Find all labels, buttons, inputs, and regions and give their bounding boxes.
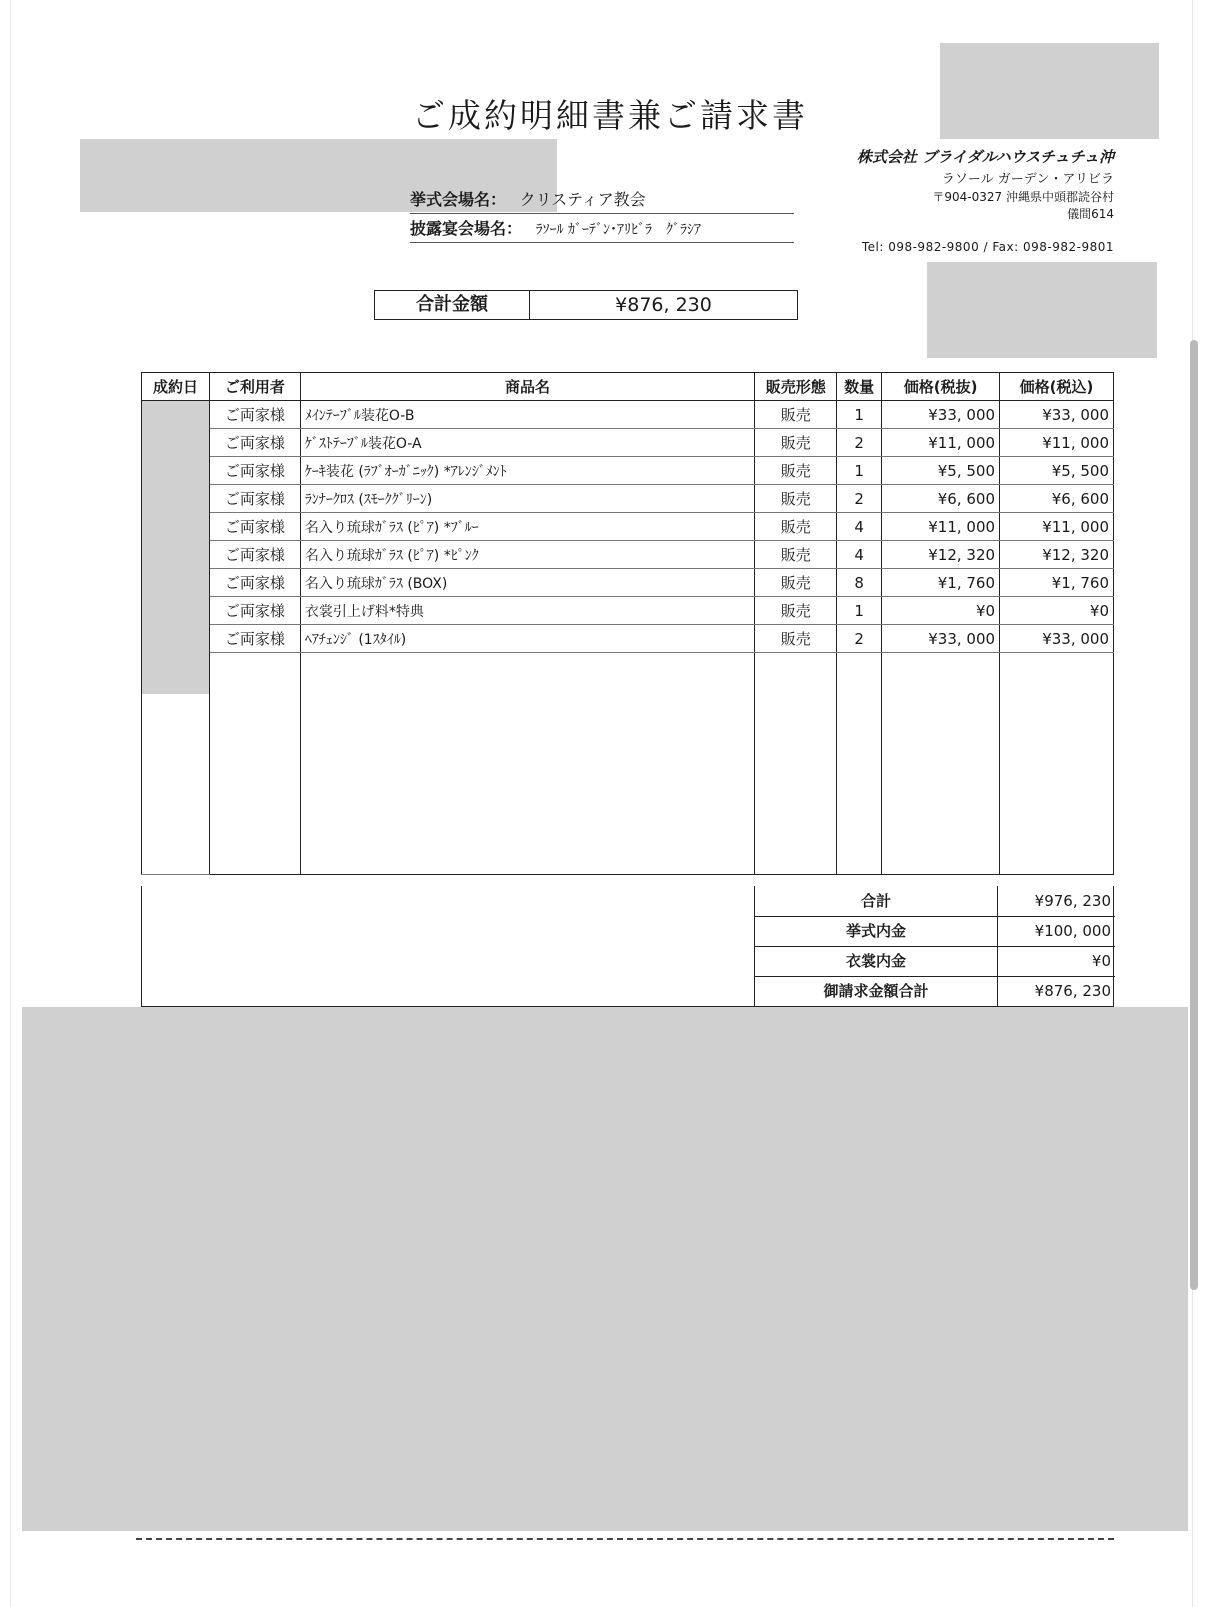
sale-type-cell: 販売 bbox=[755, 485, 837, 513]
price-in-tax-cell: ¥12, 320 bbox=[1000, 541, 1114, 569]
product-cell: ﾍｱﾁｪﾝｼﾞ (1ｽﾀｲﾙ) bbox=[300, 625, 754, 653]
table-row bbox=[142, 597, 1114, 625]
price-in-tax-cell: ¥0 bbox=[1000, 597, 1114, 625]
price-in-tax-cell: ¥6, 600 bbox=[1000, 485, 1114, 513]
user-cell: ご両家様 bbox=[209, 569, 300, 597]
column-header: 販売形態 bbox=[755, 373, 837, 401]
total-amount-label: 合計金額 bbox=[375, 291, 530, 319]
table-row bbox=[142, 625, 1114, 653]
cut-line bbox=[136, 1538, 1114, 1540]
column-header: 価格(税込) bbox=[1000, 373, 1114, 401]
summary-row-ceremony-deposit bbox=[754, 916, 1115, 947]
table-header-row bbox=[142, 373, 1114, 401]
column-header: 価格(税抜) bbox=[882, 373, 1000, 401]
summary-label: 挙式内金 bbox=[754, 916, 998, 946]
table-row bbox=[142, 401, 1114, 429]
quantity-cell: 2 bbox=[837, 625, 882, 653]
table-row bbox=[142, 569, 1114, 597]
column-header: 成約日 bbox=[142, 373, 210, 401]
user-cell: ご両家様 bbox=[209, 401, 300, 429]
product-cell: 名入り琉球ｶﾞﾗｽ (ﾋﾟｱ) *ﾋﾟﾝｸ bbox=[300, 541, 754, 569]
summary-section bbox=[141, 886, 1114, 1007]
summary-value: ¥100, 000 bbox=[1034, 922, 1111, 940]
total-amount-box bbox=[374, 290, 798, 320]
reception-venue-value: ﾗｿｰﾙ ｶﾞｰﾃﾞﾝ･ｱﾘﾋﾞﾗ ｸﾞﾗｼｱ bbox=[535, 222, 702, 238]
column-header: ご利用者 bbox=[209, 373, 300, 401]
product-cell: ｹｰｷ装花 (ﾗﾌﾞｵｰｶﾞﾆｯｸ) *ｱﾚﾝｼﾞﾒﾝﾄ bbox=[300, 457, 754, 485]
column-header: 数量 bbox=[837, 373, 882, 401]
company-contact: Tel: 098-982-9800 / Fax: 098-982-9801 bbox=[861, 240, 1114, 254]
redaction-block bbox=[22, 1007, 1188, 1531]
reception-venue-label: 披露宴会場名： bbox=[410, 219, 523, 238]
price-ex-tax-cell: ¥0 bbox=[882, 597, 1000, 625]
table-row bbox=[142, 513, 1114, 541]
summary-value: ¥876, 230 bbox=[1034, 982, 1111, 1000]
sale-type-cell: 販売 bbox=[755, 569, 837, 597]
summary-row-invoice-total bbox=[754, 976, 1115, 1006]
ceremony-venue bbox=[410, 187, 794, 214]
price-in-tax-cell: ¥5, 500 bbox=[1000, 457, 1114, 485]
price-ex-tax-cell: ¥11, 000 bbox=[882, 429, 1000, 457]
user-cell: ご両家様 bbox=[209, 541, 300, 569]
price-in-tax-cell: ¥1, 760 bbox=[1000, 569, 1114, 597]
product-cell: ﾒｲﾝﾃｰﾌﾞﾙ装花O-B bbox=[300, 401, 754, 429]
sale-type-cell: 販売 bbox=[755, 401, 837, 429]
items-table bbox=[141, 372, 1114, 875]
summary-value: ¥976, 230 bbox=[1034, 892, 1111, 910]
ceremony-venue-value: クリスティア教会 bbox=[519, 190, 646, 209]
product-cell: 名入り琉球ｶﾞﾗｽ (ﾋﾟｱ) *ﾌﾞﾙｰ bbox=[300, 513, 754, 541]
quantity-cell: 2 bbox=[837, 429, 882, 457]
document-title: ご成約明細書兼ご請求書 bbox=[412, 96, 808, 135]
scrollbar[interactable] bbox=[1190, 340, 1198, 1290]
summary-row-subtotal bbox=[754, 886, 1115, 917]
product-cell: 衣裳引上げ料*特典 bbox=[300, 597, 754, 625]
sale-type-cell: 販売 bbox=[755, 597, 837, 625]
summary-value: ¥0 bbox=[1091, 952, 1111, 970]
quantity-cell: 2 bbox=[837, 485, 882, 513]
redaction-block bbox=[927, 262, 1157, 358]
price-ex-tax-cell: ¥1, 760 bbox=[882, 569, 1000, 597]
company-address: 〒904-0327 沖縄県中頭郡読谷村 bbox=[932, 190, 1114, 204]
user-cell: ご両家様 bbox=[209, 457, 300, 485]
sale-type-cell: 販売 bbox=[755, 429, 837, 457]
company-address-line2: 儀間614 bbox=[1067, 207, 1114, 221]
price-ex-tax-cell: ¥33, 000 bbox=[882, 625, 1000, 653]
product-cell: ﾗﾝﾅｰｸﾛｽ (ｽﾓｰｸｸﾞﾘｰﾝ) bbox=[300, 485, 754, 513]
quantity-cell: 4 bbox=[837, 513, 882, 541]
redaction-block bbox=[940, 43, 1159, 139]
sale-type-cell: 販売 bbox=[755, 625, 837, 653]
empty-row bbox=[142, 653, 1114, 875]
date-cell bbox=[142, 401, 210, 875]
table-row bbox=[142, 541, 1114, 569]
product-cell: ｹﾞｽﾄﾃｰﾌﾞﾙ装花O-A bbox=[300, 429, 754, 457]
reception-venue bbox=[410, 216, 794, 243]
price-ex-tax-cell: ¥5, 500 bbox=[882, 457, 1000, 485]
quantity-cell: 1 bbox=[837, 457, 882, 485]
sale-type-cell: 販売 bbox=[755, 457, 837, 485]
company-name: 株式会社 ブライダルハウスチュチュ沖 bbox=[856, 148, 1114, 166]
redaction-block bbox=[142, 401, 209, 694]
price-in-tax-cell: ¥33, 000 bbox=[1000, 401, 1114, 429]
summary-label: 衣裳内金 bbox=[754, 946, 998, 976]
user-cell: ご両家様 bbox=[209, 485, 300, 513]
price-ex-tax-cell: ¥33, 000 bbox=[882, 401, 1000, 429]
price-in-tax-cell: ¥11, 000 bbox=[1000, 429, 1114, 457]
quantity-cell: 1 bbox=[837, 597, 882, 625]
user-cell: ご両家様 bbox=[209, 429, 300, 457]
price-ex-tax-cell: ¥12, 320 bbox=[882, 541, 1000, 569]
summary-label: 御請求金額合計 bbox=[754, 976, 998, 1006]
product-cell: 名入り琉球ｶﾞﾗｽ (BOX) bbox=[300, 569, 754, 597]
price-ex-tax-cell: ¥6, 600 bbox=[882, 485, 1000, 513]
user-cell: ご両家様 bbox=[209, 513, 300, 541]
table-row bbox=[142, 485, 1114, 513]
table-row bbox=[142, 457, 1114, 485]
price-ex-tax-cell: ¥11, 000 bbox=[882, 513, 1000, 541]
sale-type-cell: 販売 bbox=[755, 513, 837, 541]
quantity-cell: 1 bbox=[837, 401, 882, 429]
ceremony-venue-label: 挙式会場名： bbox=[410, 190, 507, 209]
total-amount-value: ¥876, 230 bbox=[615, 294, 712, 316]
summary-row-costume-deposit bbox=[754, 946, 1115, 977]
column-header: 商品名 bbox=[300, 373, 754, 401]
summary-label: 合計 bbox=[754, 886, 998, 916]
user-cell: ご両家様 bbox=[209, 597, 300, 625]
page-edge-left bbox=[10, 0, 11, 1607]
price-in-tax-cell: ¥33, 000 bbox=[1000, 625, 1114, 653]
sale-type-cell: 販売 bbox=[755, 541, 837, 569]
company-branch: ラソール ガーデン・アリビラ bbox=[941, 172, 1114, 187]
table-row bbox=[142, 429, 1114, 457]
quantity-cell: 4 bbox=[837, 541, 882, 569]
quantity-cell: 8 bbox=[837, 569, 882, 597]
user-cell: ご両家様 bbox=[209, 625, 300, 653]
price-in-tax-cell: ¥11, 000 bbox=[1000, 513, 1114, 541]
